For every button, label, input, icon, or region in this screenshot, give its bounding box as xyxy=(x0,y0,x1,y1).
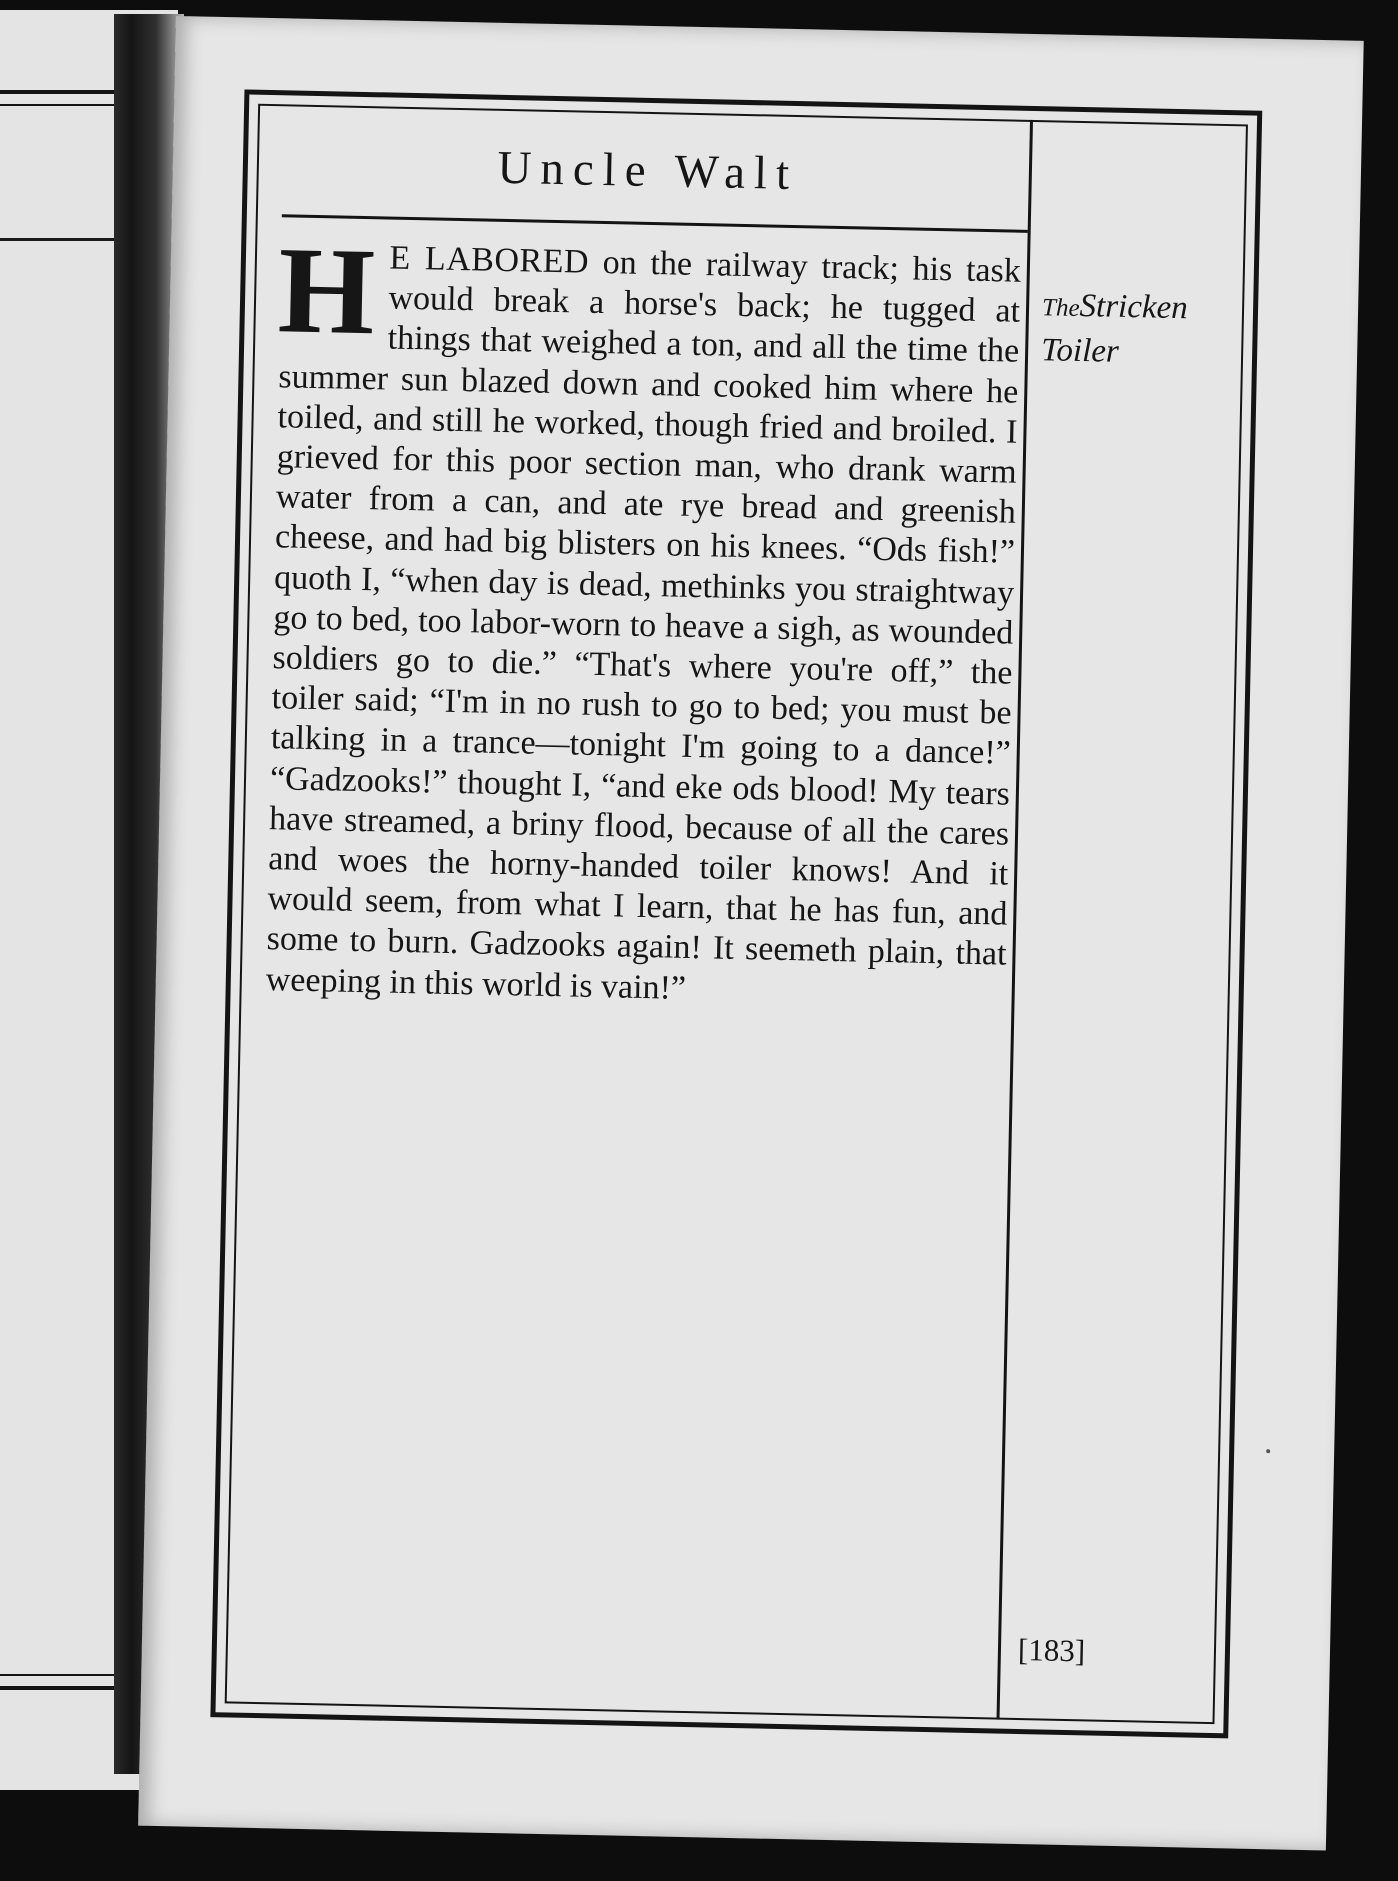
drop-cap: H xyxy=(276,221,377,361)
previous-page-inner-border xyxy=(0,104,132,1676)
body-text: on the railway track; his task would break a horse's back; he tugged at things that weighed a ton, and all the time the summer sun blazed down and cooked him where he toiled, and still he worked, though fried and broiled. I grieved for this poor section man, who drank warm water from a can, and ate rye bread and greenish cheese, and had big blisters on his knees. “Ods fish!” quoth I, “when day is dead, methinks you straightway go to bed, too labor-worn to heave a sigh, as wounded soldiers go to die.” “That's where you're off,” the toiler said; “I'm in no rush to go to bed; you must be talking in a trance—tonight I'm going to a dance!” “Gadzooks!” thought I, “and eke ods blood! My tears have streamed, a briny flood, because of all the cares and woes the horny-handed toiler knows! And it would seem, from what I learn, that he has fun, and some to burn. Gadzooks again! It seemeth plain, that weeping in this world is vain!” xyxy=(265,243,1022,1007)
poem-body xyxy=(265,221,1022,1015)
previous-page-title-rule xyxy=(0,238,120,241)
paper-speck xyxy=(1266,1449,1270,1453)
current-page xyxy=(138,16,1364,1850)
margin-note-line2: Toiler xyxy=(1040,332,1120,370)
page-number: [183] xyxy=(1017,1631,1086,1669)
margin-note-article: The xyxy=(1041,294,1080,322)
margin-note-word: Stricken xyxy=(1079,287,1189,327)
margin-note xyxy=(1041,284,1233,375)
lead-in: E LABORED xyxy=(389,239,590,281)
page-title: Uncle Walt xyxy=(496,141,799,201)
